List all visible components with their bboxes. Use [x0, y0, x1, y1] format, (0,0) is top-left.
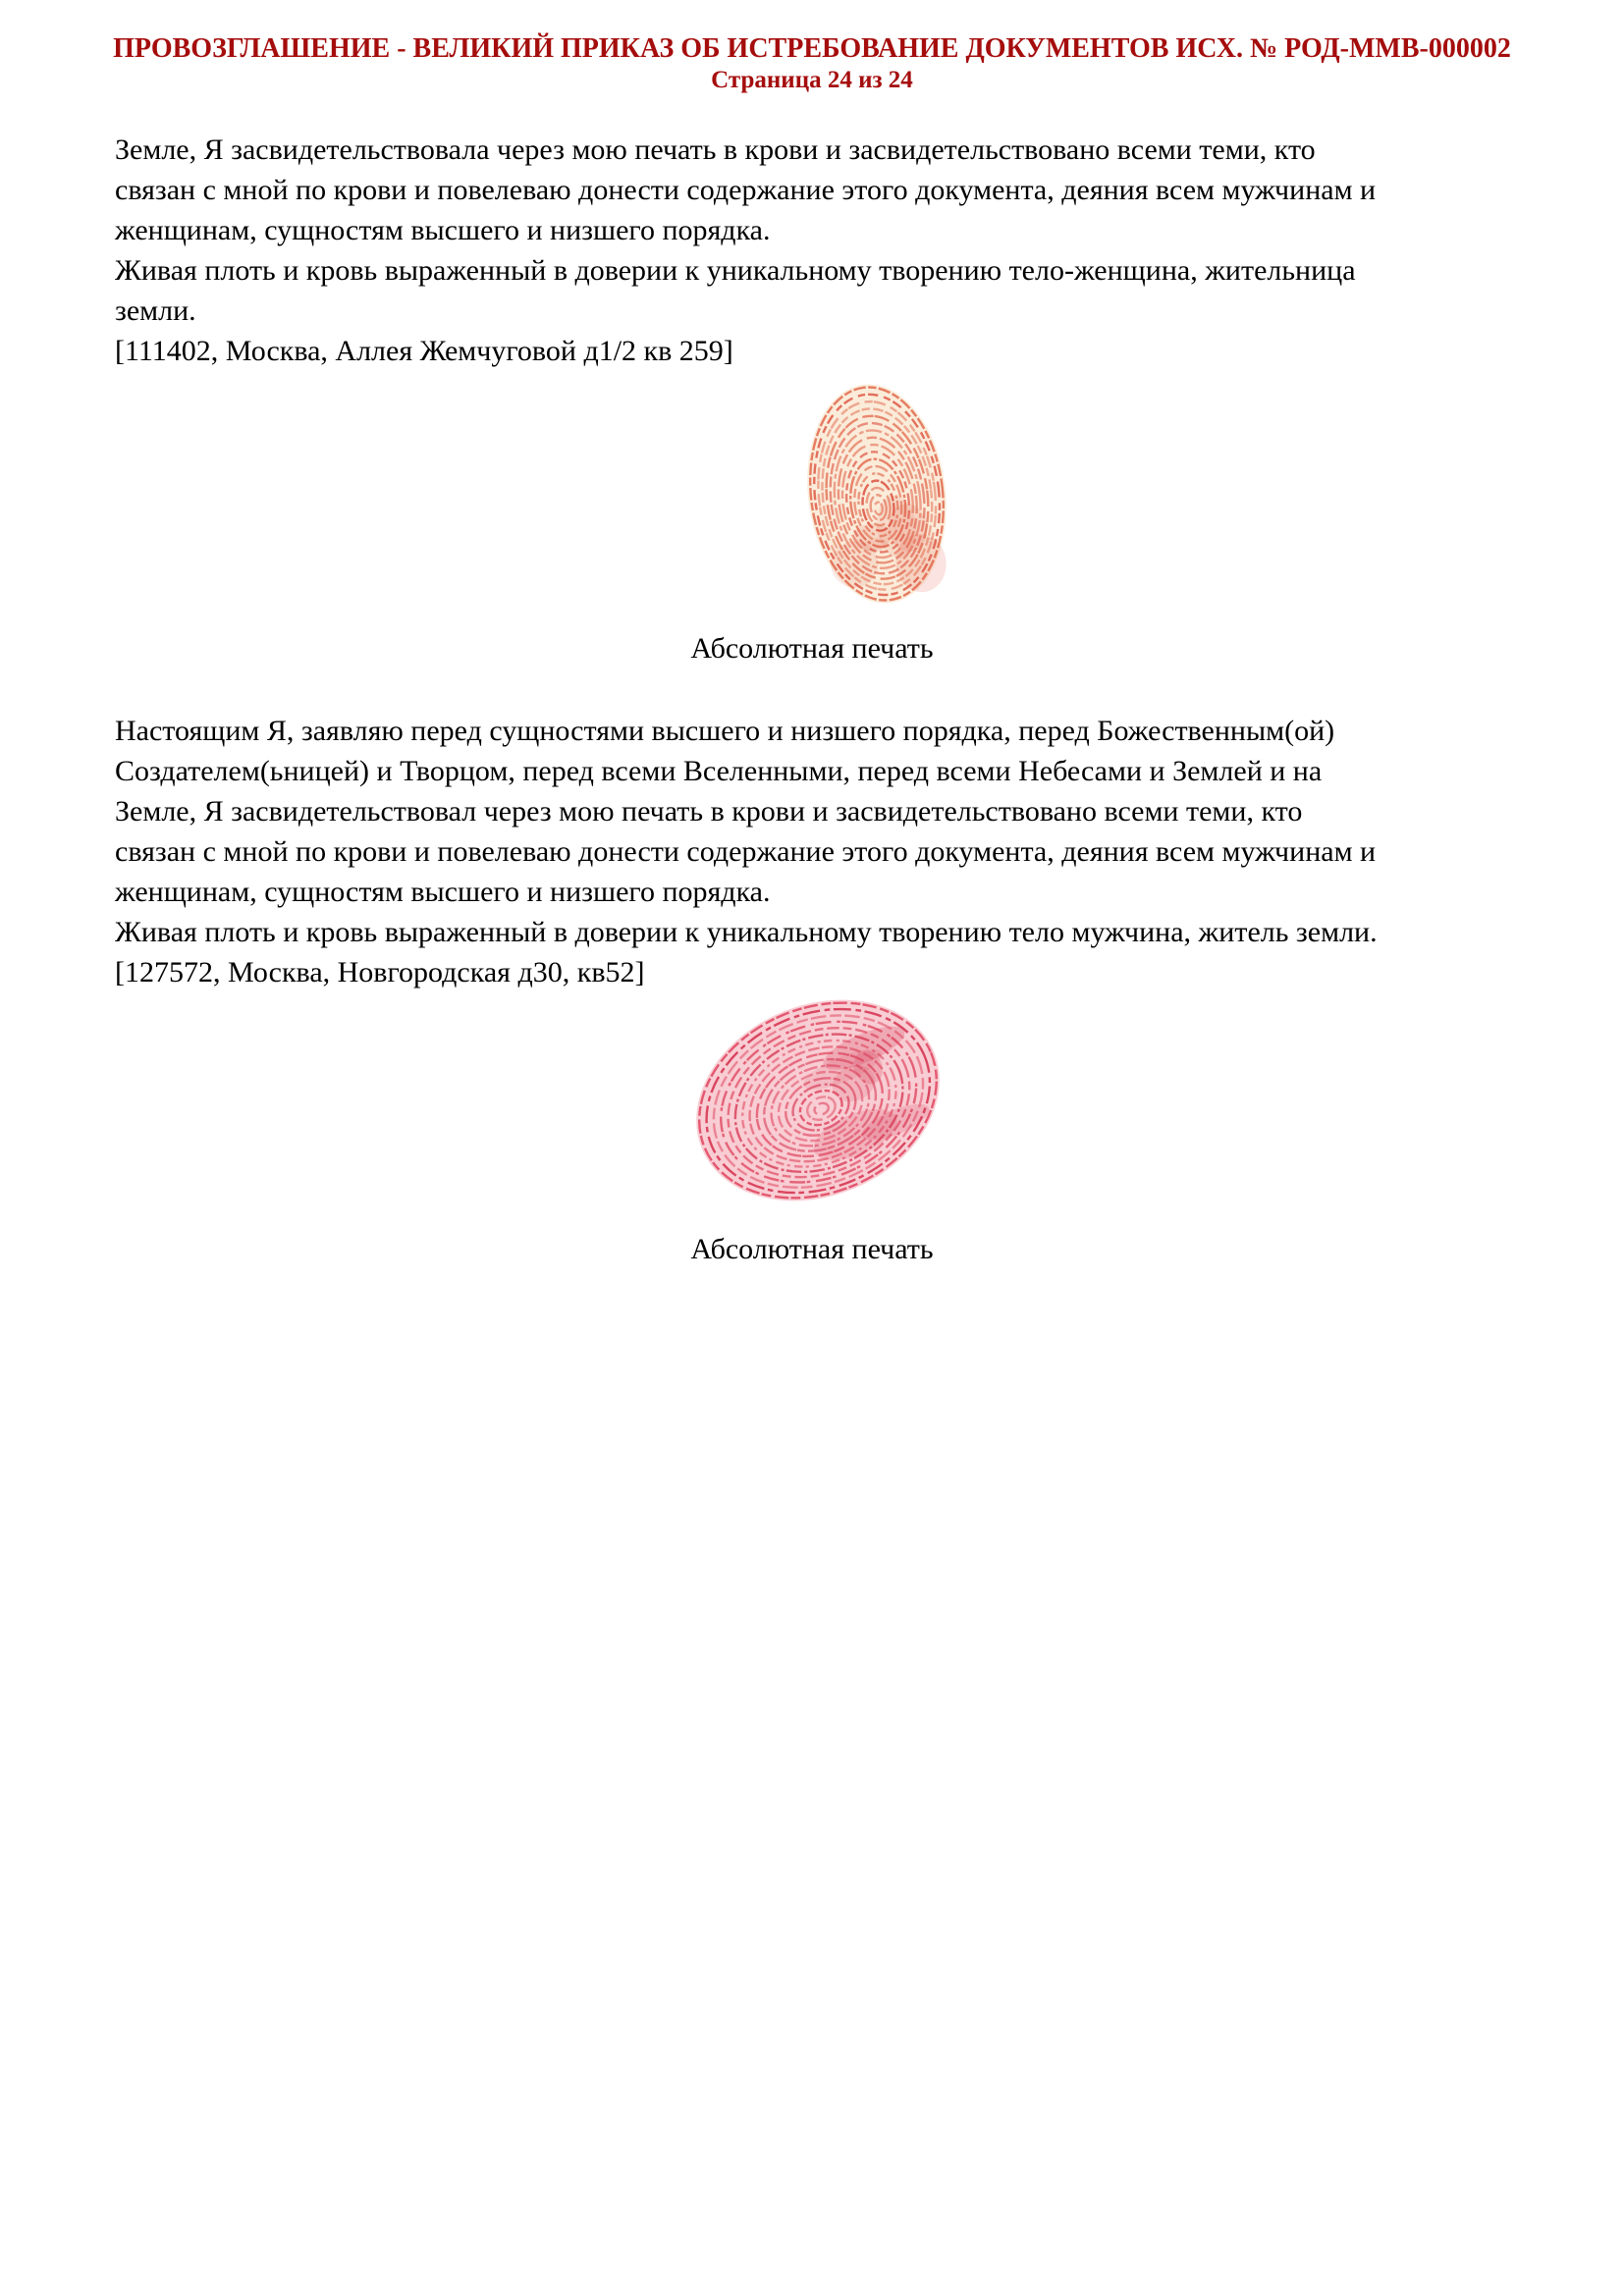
text-line: Земле, Я засвидетельствовала через мою печать в крови и засвидетельствовано всеми теми, кто	[115, 133, 1316, 166]
text-line: связан с мной по крови и повелеваю донести содержание этого документа, деяния всем мужчинам и	[115, 174, 1377, 206]
text-line: [127572, Москва, Новгородская д30, кв52]	[115, 956, 645, 988]
text-line: женщинам, сущностям высшего и низшего порядка.	[115, 876, 771, 908]
text-line: Создателем(ьницей) и Творцом, перед всеми Вселенными, перед всеми Небесами и Землей и на	[115, 755, 1323, 787]
text-line: Живая плоть и кровь выраженный в доверии к уникальному творению тело-женщина, жительница	[115, 254, 1356, 287]
text-line: связан с мной по крови и повелеваю донести содержание этого документа, деяния всем мужчинам и	[115, 835, 1377, 868]
fingerprint-area-1	[0, 376, 1624, 612]
document-title: ПРОВОЗГЛАШЕНИЕ - ВЕЛИКИЙ ПРИКАЗ ОБ ИСТРЕБОВАНИЕ ДОКУМЕНТОВ ИСХ. № РОД-ММВ-000002	[113, 33, 1511, 64]
text-line: земли.	[115, 294, 196, 327]
seal-caption-2: Абсолютная печать	[690, 1233, 934, 1265]
fingerprint-seal-2	[676, 987, 960, 1214]
text-line: [111402, Москва, Аллея Жемчуговой д1/2 кв 259]	[115, 335, 733, 367]
text-line: Настоящим Я, заявляю перед сущностями высшего и низшего порядка, перед Божественным(ой)	[115, 715, 1335, 747]
paragraph-block-2	[115, 711, 1526, 992]
text-line: женщинам, сущностям высшего и низшего порядка.	[115, 214, 771, 246]
fingerprint-area-2	[0, 987, 1624, 1214]
document-header	[0, 0, 1624, 95]
text-line: Живая плоть и кровь выраженный в доверии к уникальному творению тело мужчина, житель земли.	[115, 916, 1378, 948]
seal-caption-1: Абсолютная печать	[690, 632, 934, 665]
page-number: Страница 24 из 24	[711, 67, 913, 93]
text-line: Земле, Я засвидетельствовал через мою печать в крови и засвидетельствовано всеми теми, кто	[115, 795, 1303, 828]
fingerprint-seal-1	[774, 376, 980, 612]
paragraph-block-1	[115, 130, 1526, 371]
